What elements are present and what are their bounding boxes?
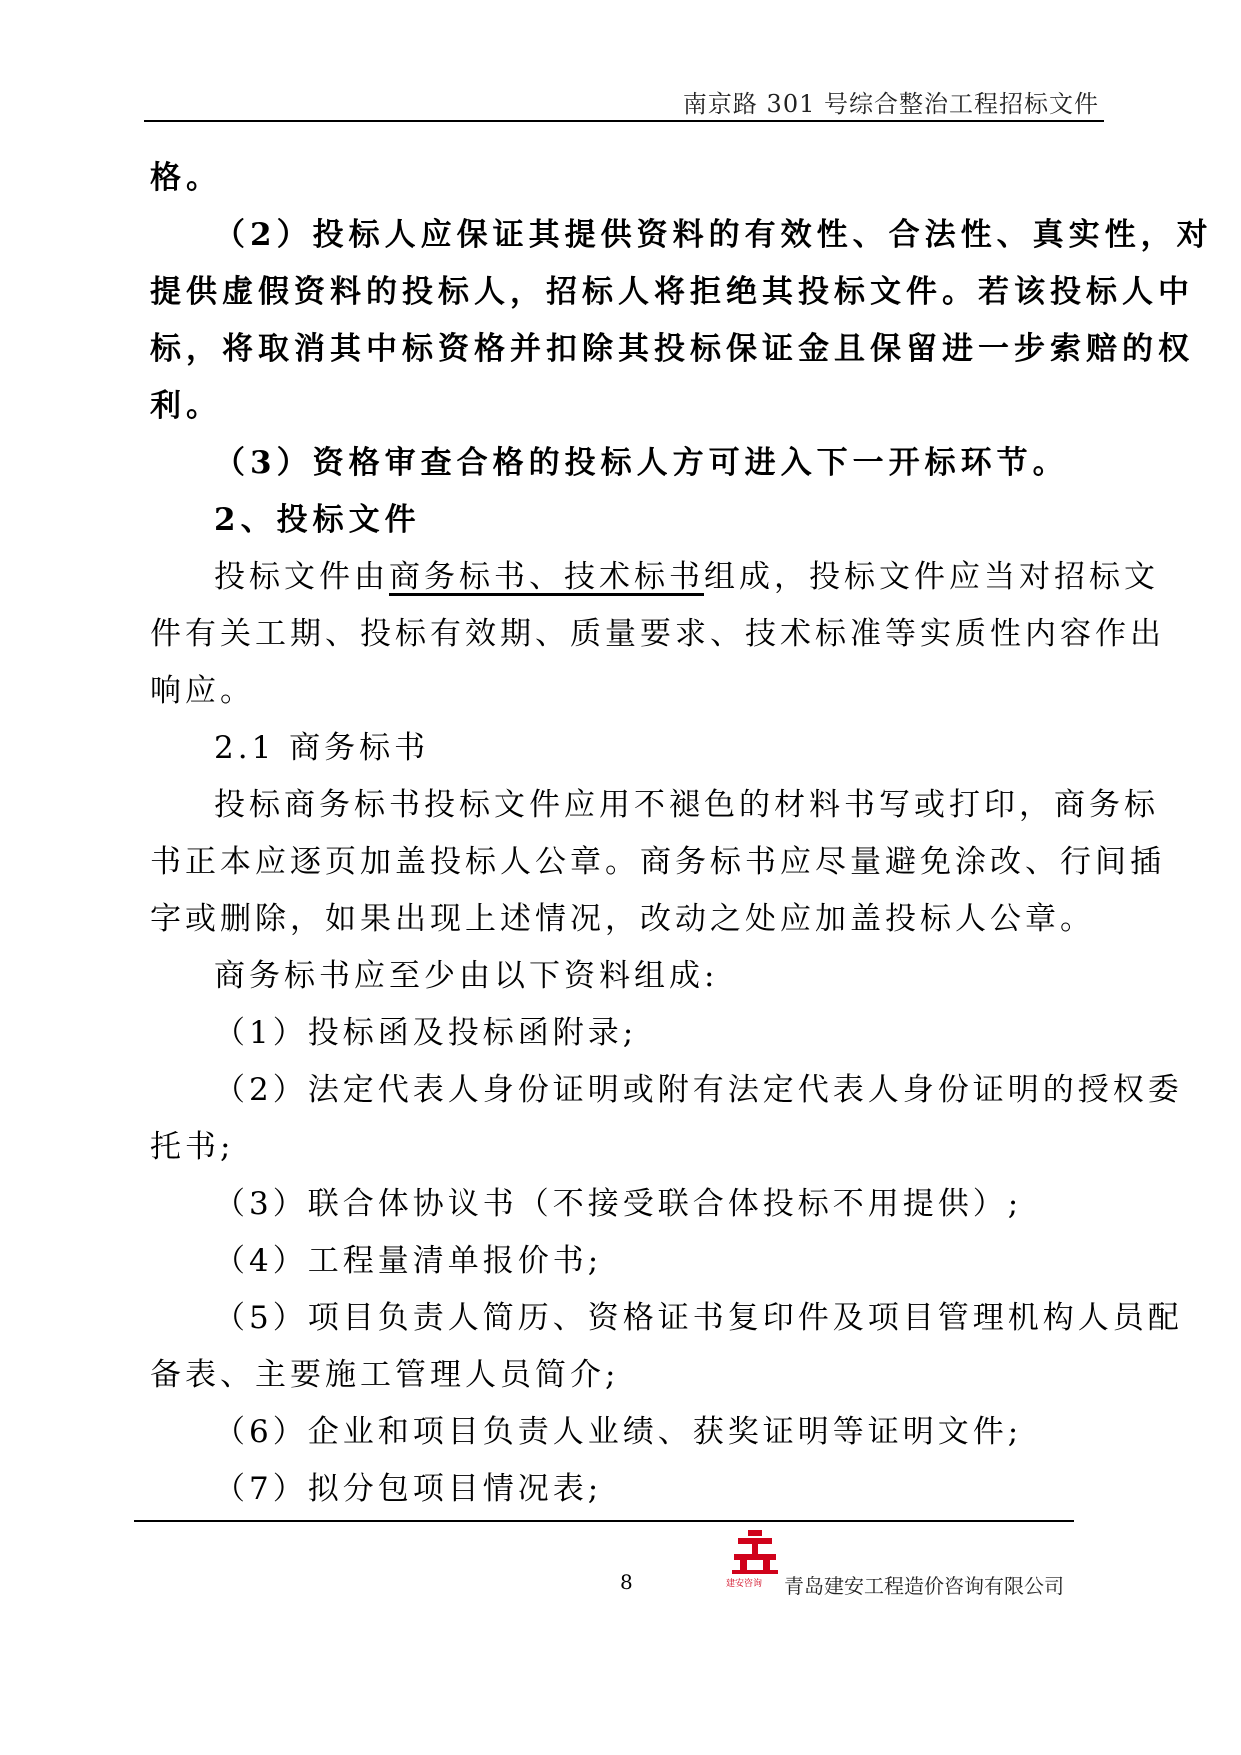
text-span: 投标文件由	[214, 559, 389, 595]
list-item: （4）工程量清单报价书;	[214, 1243, 603, 1279]
footer-divider	[134, 1520, 1074, 1522]
paragraph-line: 投标商务标书投标文件应用不褪色的材料书写或打印，商务标	[214, 787, 1159, 823]
list-item: （7）拟分包项目情况表;	[214, 1471, 603, 1507]
list-item: （6）企业和项目负责人业绩、获奖证明等证明文件;	[214, 1414, 1023, 1450]
paragraph-line	[150, 549, 1159, 606]
paragraph-line: （3）资格审查合格的投标人方可进入下一开标环节。	[214, 445, 1069, 481]
subsection-heading: 2.1 商务标书	[214, 730, 430, 766]
header-divider	[144, 120, 1104, 122]
list-item-continuation: 托书;	[150, 1129, 235, 1165]
paragraph-line: （2）投标人应保证其提供资料的有效性、合法性、真实性，对	[214, 217, 1213, 253]
list-item: （2）法定代表人身份证明或附有法定代表人身份证明的授权委	[214, 1072, 1183, 1108]
paragraph-line: 利。	[150, 388, 222, 424]
page-number: 8	[620, 1570, 633, 1594]
paragraph-line: 标，将取消其中标资格并扣除其投标保证金且保留进一步索赔的权	[150, 331, 1194, 367]
list-item: （1）投标函及投标函附录;	[214, 1015, 638, 1051]
paragraph-line: 格。	[150, 160, 222, 196]
paragraph-line: 提供虚假资料的投标人，招标人将拒绝其投标文件。若该投标人中	[150, 274, 1194, 310]
underlined-text: 商务标书、技术标书	[389, 559, 704, 595]
list-item-continuation: 备表、主要施工管理人员简介;	[150, 1357, 620, 1393]
logo-text: 建安咨询	[726, 1579, 763, 1589]
paragraph-line: 字或删除，如果出现上述情况，改动之处应加盖投标人公章。	[150, 901, 1095, 937]
paragraph-line: 商务标书应至少由以下资料组成:	[214, 958, 719, 994]
list-item: （5）项目负责人简历、资格证书复印件及项目管理机构人员配	[214, 1300, 1183, 1336]
paragraph-line: 书正本应逐页加盖投标人公章。商务标书应尽量避免涂改、行间插	[150, 844, 1165, 880]
paragraph-line: 响应。	[150, 673, 255, 709]
section-heading: 2、投标文件	[214, 502, 421, 538]
document-header-title: 南京路 301 号综合整治工程招标文件	[682, 90, 1099, 118]
document-body	[150, 150, 1213, 1518]
paragraph-line: 件有关工期、投标有效期、质量要求、技术标准等实质性内容作出	[150, 616, 1165, 652]
company-name: 青岛建安工程造价咨询有限公司	[784, 1574, 1064, 1598]
text-span: 组成，投标文件应当对招标文	[704, 559, 1159, 595]
list-item: （3）联合体协议书（不接受联合体投标不用提供）;	[214, 1186, 1023, 1222]
